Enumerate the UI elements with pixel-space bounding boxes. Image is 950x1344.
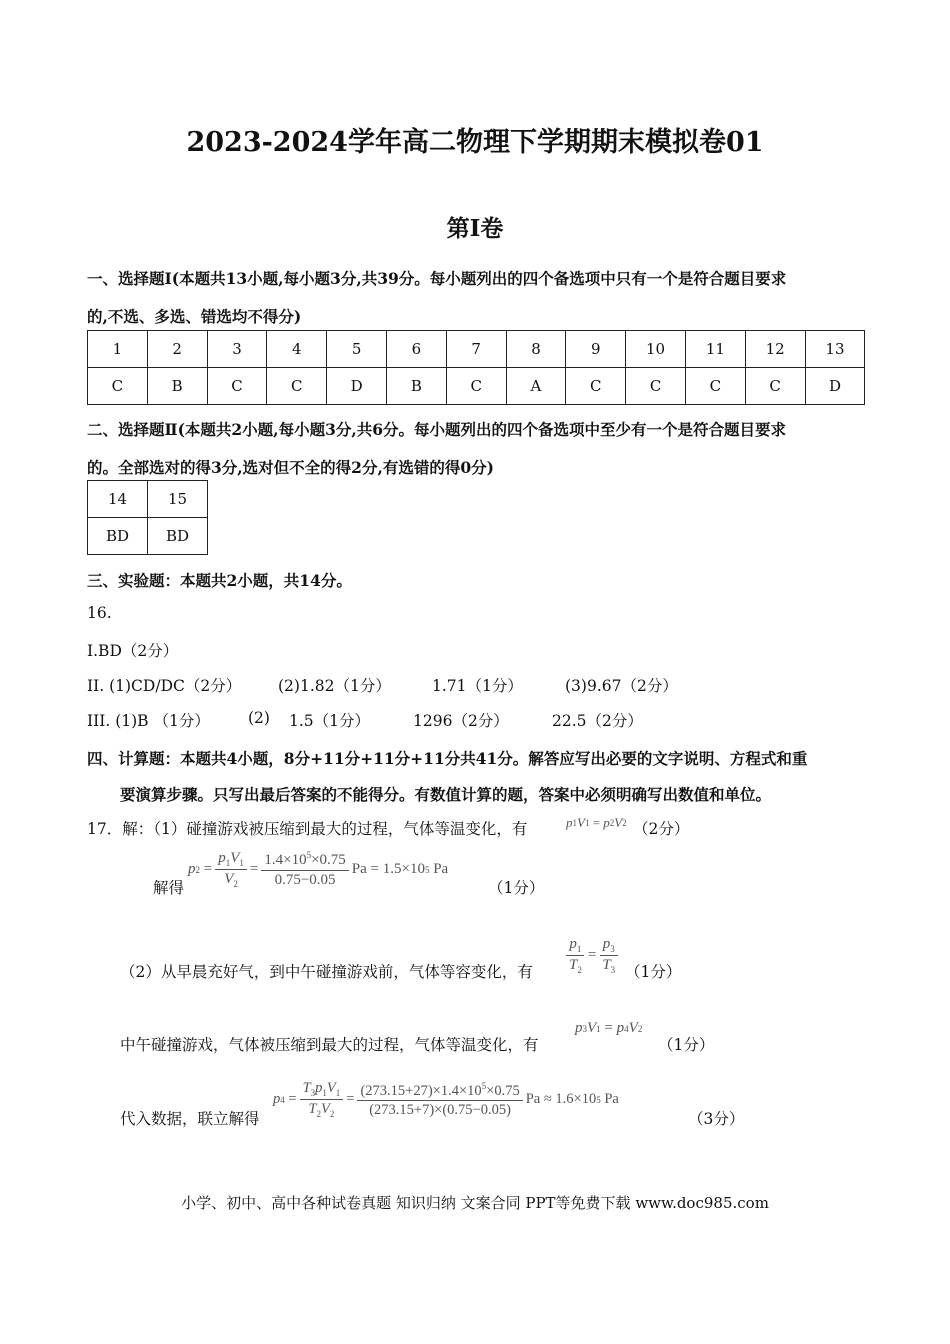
- part2-score: （1分）: [625, 963, 682, 981]
- sub-text: 代入数据，联立解得: [120, 1110, 260, 1128]
- question-number: 11: [685, 331, 745, 368]
- answer-cell: BD: [148, 518, 208, 555]
- section3-heading: 三、实验题：本题共2小题，共14分。: [87, 571, 352, 590]
- formula-isothermal-2: p 3 V 1 = p 4 V 2: [575, 1020, 643, 1036]
- formula-p2: p 2 = $\frac{p_1V_1}{V_2}$ = $\frac{1.4\times 10^5\times 0.75}{0.75-0.05}$ Pa = 1.5×10 5 Pa: [188, 850, 449, 890]
- question-number: 8: [506, 331, 566, 368]
- question-number: 12: [745, 331, 805, 368]
- volume-heading: 第Ⅰ卷: [446, 215, 504, 242]
- q16-part-ii-2: (2)1.82（1分）: [278, 677, 391, 695]
- question-number: 2: [147, 331, 207, 368]
- question-number: 4: [267, 331, 327, 368]
- answer-cell: BD: [88, 518, 148, 555]
- footer-text: 小学、初中、高中各种试卷真题 知识归纳 文案合同 PPT等免费下载 www.doc985.com: [181, 1194, 769, 1212]
- question-number: 3: [207, 331, 267, 368]
- table-row: [88, 368, 865, 405]
- answer-table-2: [87, 480, 208, 555]
- question-number: 15: [148, 481, 208, 518]
- question-number: 5: [327, 331, 387, 368]
- formula-isothermal-1: p 1 V 1 = p 2 V 2: [566, 815, 627, 830]
- answer-cell: D: [327, 368, 387, 405]
- q16-part-iii-5: 22.5（2分）: [552, 712, 643, 730]
- question-number: 10: [626, 331, 686, 368]
- section2-line1: 二、选择题Ⅱ(本题共2小题,每小题3分,共6分。每小题列出的四个备选项中至少有一个是符合题目要求: [87, 420, 787, 439]
- section4-line2: 要演算步骤。只写出最后答案的不能得分。有数值计算的题，答案中必须明确写出数值和单位。: [120, 785, 772, 804]
- answer-cell: C: [207, 368, 267, 405]
- q17-score-1: （2分）: [633, 820, 690, 838]
- table-row: [88, 481, 208, 518]
- q16-part-ii-3: 1.71（1分）: [432, 677, 523, 695]
- sub-score: （3分）: [688, 1110, 745, 1128]
- formula-p4: p 4 = $\frac{T_3p_1V_1}{T_2V_2}$ = $\frac{(273.15+27)\times 1.4\times 10^5\times 0.75}{(273.15+7)\times(0.75-0.05)}$ Pa ≈ 1.6×10 5 Pa: [273, 1080, 619, 1120]
- answer-cell: B: [147, 368, 207, 405]
- answer-cell: C: [745, 368, 805, 405]
- question-number: 6: [386, 331, 446, 368]
- q16-part-iii-4: 1296（2分）: [413, 712, 509, 730]
- part2-text: （2）从早晨充好气，到中午碰撞游戏前，气体等容变化，有: [120, 963, 533, 981]
- section4-line1: 四、计算题：本题共4小题，8分+11分+11分+11分共41分。解答应写出必要的文字说明、方程式和重: [87, 749, 808, 768]
- answer-cell: C: [446, 368, 506, 405]
- answer-cell: C: [88, 368, 148, 405]
- page-title: 2023-2024学年高二物理下学期期末模拟卷01: [186, 127, 764, 158]
- section1-line1: 一、选择题Ⅰ(本题共13小题,每小题3分,共39分。每小题列出的四个备选项中只有一个是符合题目要求: [87, 269, 787, 288]
- answer-cell: C: [566, 368, 626, 405]
- answer-cell: A: [506, 368, 566, 405]
- question-number: 7: [446, 331, 506, 368]
- formula-isochoric: $\frac{p_1}{T_2}$ = $\frac{p_3}{T_3}$: [563, 936, 621, 976]
- q16-part-ii-4: (3)9.67（2分）: [565, 677, 678, 695]
- q16-part-ii-1: II. (1)CD/DC（2分）: [87, 677, 242, 695]
- answer-cell: C: [267, 368, 327, 405]
- question-number: 1: [88, 331, 148, 368]
- answer-table-1: [87, 330, 865, 405]
- answer-cell: D: [805, 368, 865, 405]
- q16-part-iii-3: 1.5（1分）: [289, 712, 371, 730]
- table-row: [88, 331, 865, 368]
- q16-part-iii-1: III. (1)B （1分）: [87, 712, 210, 730]
- q17-intro: 17．解：（1）碰撞游戏被压缩到最大的过程，气体等温变化，有: [87, 820, 528, 838]
- solve-label: 解得: [153, 879, 185, 897]
- answer-cell: C: [685, 368, 745, 405]
- noon-score: （1分）: [658, 1036, 715, 1054]
- q16-label: 16.: [87, 604, 112, 622]
- question-number: 13: [805, 331, 865, 368]
- table-row: [88, 518, 208, 555]
- answer-cell: B: [386, 368, 446, 405]
- answer-cell: C: [626, 368, 686, 405]
- section1-line2: 的,不选、多选、错选均不得分): [87, 307, 302, 326]
- question-number: 14: [88, 481, 148, 518]
- section2-line2: 的。全部选对的得3分,选对但不全的得2分,有选错的得0分): [87, 458, 494, 477]
- q16-part-iii-2: (2): [248, 709, 270, 727]
- noon-text: 中午碰撞游戏，气体被压缩到最大的过程，气体等温变化，有: [120, 1036, 539, 1054]
- solve-score: （1分）: [488, 879, 545, 897]
- question-number: 9: [566, 331, 626, 368]
- q16-part-i: I.BD（2分）: [87, 642, 179, 660]
